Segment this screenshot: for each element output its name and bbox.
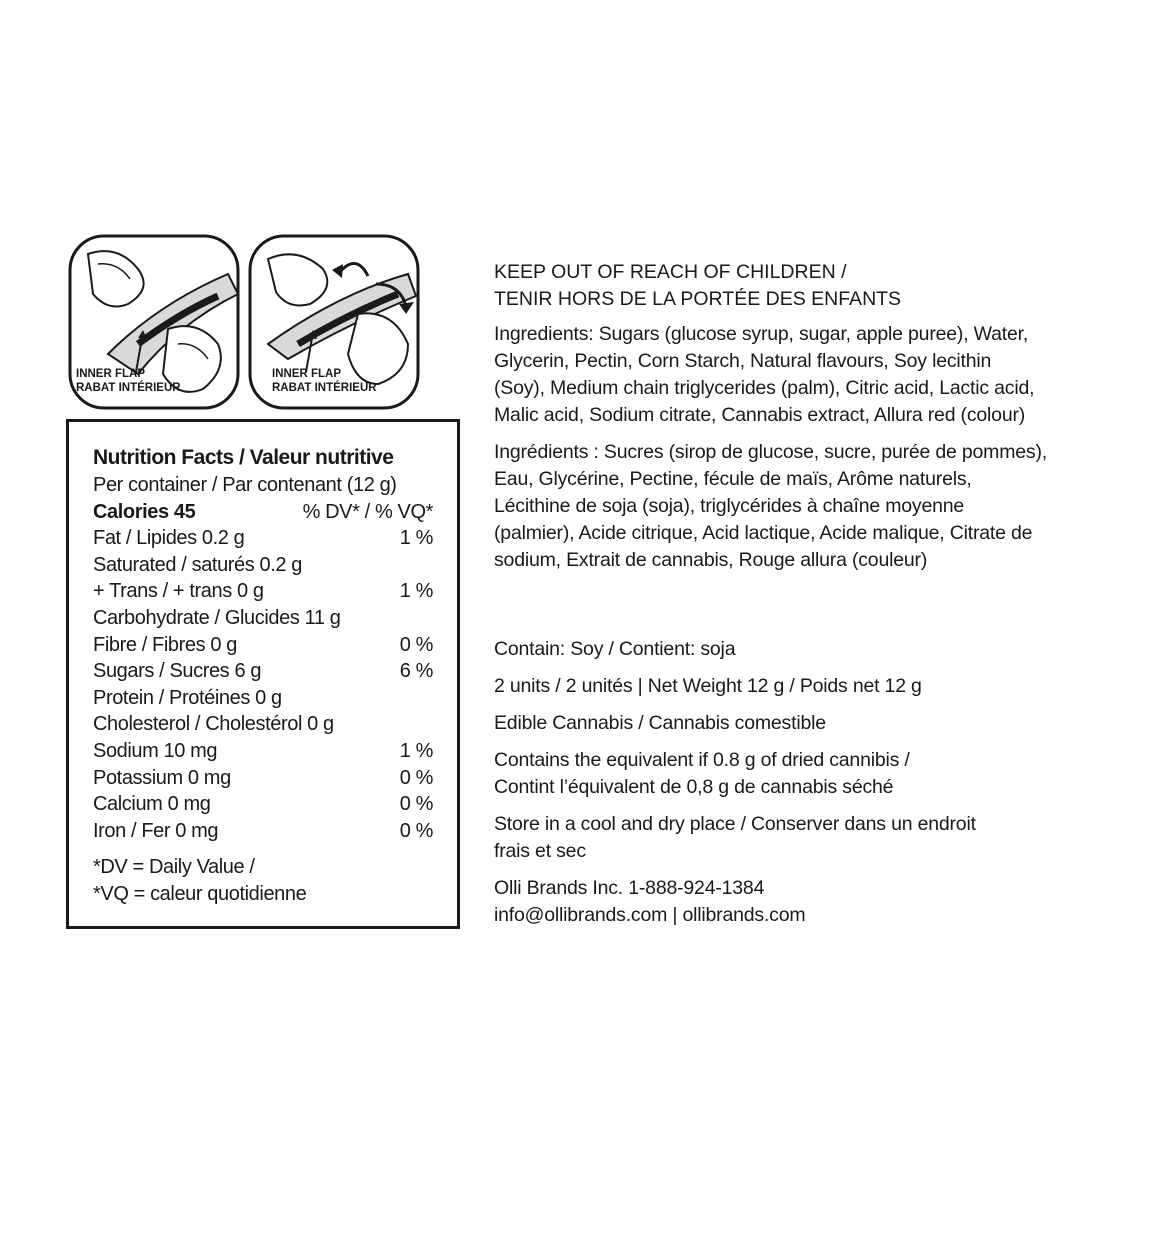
nutrient-row	[93, 605, 433, 632]
units-net-weight: 2 units / 2 unités | Net Weight 12 g / Poids net 12 g	[494, 675, 922, 697]
ingredient-line: Glycerin, Pectin, Corn Starch, Natural flavours, Soy lecithin	[494, 350, 992, 372]
nutrient-row	[93, 552, 433, 579]
warning-en: KEEP OUT OF REACH OF CHILDREN /	[494, 261, 847, 283]
nutrient-row	[93, 765, 433, 792]
company-phone: Olli Brands Inc. 1-888-924-1384	[494, 877, 765, 899]
illus-label-en: INNER FLAP	[272, 368, 341, 380]
nutrient-label: Fat / Lipides 0.2 g	[93, 527, 245, 550]
edible-cannabis-label: Edible Cannabis / Cannabis comestible	[494, 712, 826, 734]
ingredient-line: Lécithine de soja (soja), triglycérides à chaîne moyenne	[494, 495, 965, 517]
allergen-statement: Contain: Soy / Contient: soja	[494, 638, 736, 660]
nutrient-row	[93, 711, 433, 738]
illustration-open-pouch-1	[68, 234, 240, 410]
nutrition-serving: Per container / Par contenant (12 g)	[93, 474, 397, 496]
illus-label-fr: RABAT INTÉRIEUR	[76, 382, 181, 394]
nutrient-row	[93, 791, 433, 818]
nutrient-label: Carbohydrate / Glucides 11 g	[93, 606, 341, 629]
ingredient-line: Malic acid, Sodium citrate, Cannabis extract, Allura red (colour)	[494, 404, 1026, 426]
nutrition-calories-row	[93, 499, 433, 526]
ingredients-fr	[494, 439, 1134, 574]
nutrient-label: Saturated / saturés 0.2 g	[93, 553, 303, 576]
nutrient-row	[93, 578, 433, 605]
company-contact: info@ollibrands.com | ollibrands.com	[494, 904, 806, 926]
nutrient-row	[93, 632, 433, 659]
nutrient-dv: 1 %	[399, 527, 433, 550]
nutrient-label: Fibre / Fibres 0 g	[93, 633, 237, 656]
nutrient-dv: 0 %	[399, 633, 433, 656]
nutrient-label: Sodium 10 mg	[93, 739, 218, 762]
ingredient-line: Eau, Glycérine, Pectine, fécule de maïs, Arôme naturels,	[494, 468, 972, 490]
nutrient-row	[93, 525, 433, 552]
storage-line-2: frais et sec	[494, 840, 586, 862]
nutrient-dv: 0 %	[399, 793, 433, 816]
ingredient-line: (Soy), Medium chain triglycerides (palm), Citric acid, Lactic acid,	[494, 377, 1035, 399]
ingredient-line: Ingredients: Sugars (glucose syrup, sugar, apple puree), Water,	[494, 323, 1029, 345]
nutrient-label: Sugars / Sucres 6 g	[93, 660, 262, 683]
nutrient-dv: 1 %	[399, 739, 433, 762]
nutrition-rows	[93, 525, 433, 844]
warning-fr: TENIR HORS DE LA PORTÉE DES ENFANTS	[494, 288, 902, 310]
ingredient-line: Ingrédients : Sucres (sirop de glucose, sucre, purée de pommes),	[494, 441, 1047, 463]
nutrient-row	[93, 685, 433, 712]
nutrient-dv: 6 %	[399, 660, 433, 683]
equivalent-en: Contains the equivalent if 0.8 g of dried cannibis /	[494, 749, 910, 771]
dv-header: % DV* / % VQ*	[302, 500, 433, 523]
hands-open-pouch-arrows-icon	[248, 234, 420, 410]
nutrient-row	[93, 738, 433, 765]
hands-open-pouch-icon	[68, 234, 240, 410]
nutrient-dv: 0 %	[399, 766, 433, 789]
nutrient-dv: 1 %	[399, 580, 433, 603]
nutrient-label: Potassium 0 mg	[93, 766, 231, 789]
illus-label-fr: RABAT INTÉRIEUR	[272, 382, 377, 394]
nutrient-row	[93, 658, 433, 685]
calories-label: Calories 45	[93, 500, 196, 523]
nutrition-title: Nutrition Facts / Valeur nutritive	[93, 446, 394, 469]
nutrition-footnote: *DV = Daily Value / *VQ = caleur quotidienne	[93, 856, 307, 906]
ingredients-en	[494, 321, 1134, 429]
product-info	[494, 259, 1134, 929]
nutrient-label: + Trans / + trans 0 g	[93, 580, 264, 603]
ingredient-line: (palmier), Acide citrique, Acid lactique, Acide malique, Citrate de	[494, 522, 1033, 544]
nutrition-facts-panel	[66, 419, 460, 929]
storage-line-1: Store in a cool and dry place / Conserver dans un endroit	[494, 813, 976, 835]
nutrient-dv: 0 %	[399, 819, 433, 842]
nutrient-label: Protein / Protéines 0 g	[93, 686, 282, 709]
nutrient-label: Iron / Fer 0 mg	[93, 819, 219, 842]
nutrient-row	[93, 818, 433, 845]
illus-label-en: INNER FLAP	[76, 368, 145, 380]
nutrient-label: Calcium 0 mg	[93, 793, 211, 816]
ingredient-line: sodium, Extrait de cannabis, Rouge allura (couleur)	[494, 549, 928, 571]
nutrient-label: Cholesterol / Cholestérol 0 g	[93, 713, 334, 736]
equivalent-fr: Contint l’équivalent de 0,8 g de cannabis séché	[494, 776, 894, 798]
illustration-open-pouch-2	[248, 234, 420, 410]
